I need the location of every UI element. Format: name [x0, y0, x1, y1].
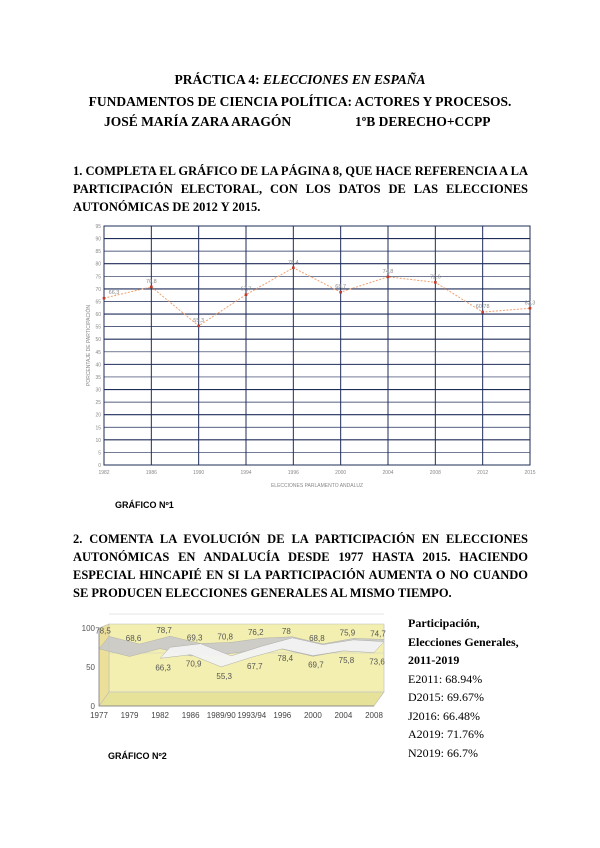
x-tick-label: 1979 [120, 711, 139, 720]
sidebar-item: J2016: 66.48% [408, 708, 480, 723]
y-tick-label: 60 [95, 312, 101, 319]
lower-data-label: 67,7 [246, 662, 263, 672]
upper-data-label: 76,2 [247, 628, 264, 638]
y-tick-label: 25 [95, 400, 101, 407]
x-tick-label: 2004 [334, 711, 353, 720]
course-name: 1ºB DERECHO+CCPP [355, 114, 491, 129]
x-tick-label: 1986 [145, 470, 157, 476]
upper-data-label: 68,6 [125, 634, 142, 644]
data-label: 68,7 [335, 284, 347, 291]
chart-floor [99, 692, 384, 706]
sidebar-title-3: 2011-2019 [408, 653, 460, 667]
subject-title: FUNDAMENTOS DE CIENCIA POLÍTICA: ACTORES Y PROCESOS. [88, 94, 512, 109]
data-label: 60,78 [475, 304, 490, 311]
upper-data-label: 69,3 [186, 633, 203, 643]
lower-data-label: 70,9 [185, 659, 202, 669]
y-tick-label: 10 [95, 437, 101, 444]
upper-data-label: 78,5 [95, 626, 111, 636]
y-tick-label: 90 [95, 236, 101, 243]
data-label: 66,3 [108, 290, 120, 297]
y-tick-label: 5 [98, 450, 101, 457]
upper-data-label: 68,8 [309, 633, 325, 643]
x-tick-label: 1989/90 [206, 711, 236, 720]
lower-data-label: 78,4 [277, 653, 294, 663]
x-tick-label: 2008 [429, 470, 441, 476]
sidebar-item: A2019: 71.76% [408, 727, 484, 741]
x-tick-label: 1982 [151, 711, 170, 720]
x-tick-label: 1982 [98, 470, 110, 476]
data-label: 55,3 [193, 317, 205, 324]
x-tick-label: 1996 [273, 711, 292, 720]
x-tick-label: 1990 [193, 470, 205, 476]
y-tick-label: 65 [95, 299, 101, 306]
y-tick-label: 40 [95, 362, 101, 369]
x-tick-label: 1977 [90, 711, 108, 720]
y-tick-label: 55 [95, 324, 101, 331]
chart-1-caption: GRÁFICO Nº1 [115, 500, 174, 510]
upper-data-label: 74,7 [370, 629, 386, 639]
chart-2-caption: GRÁFICO Nº2 [108, 751, 167, 761]
y-tick-label: 15 [95, 425, 101, 432]
x-tick-label: 1993/94 [237, 711, 267, 720]
y-tick-label: 95 [95, 224, 101, 230]
lower-data-label: 55,3 [216, 671, 233, 681]
y-axis-label: PORCENTAJE DE PARTICIPACIÓN [86, 304, 92, 387]
x-tick-label: 2015 [524, 470, 536, 476]
y-tick-label: 50 [95, 337, 101, 344]
lower-data-label: 73,6 [369, 657, 385, 667]
question-2: 2. COMENTA LA EVOLUCIÓN DE LA PARTICIPACIÓN EN ELECCIONES AUTONÓMICAS EN ANDALUCÍA DESDE 1977 HASTA 2015. HACIENDO ESPECIAL HINCAPIÉ EN SI LA PARTICIPACIÓN AUMENTA O NO CUANDO SE PRODUCEN ELECCIONES GENERALES AL MISMO TIEMPO. [73, 532, 528, 600]
y-tick-label: 85 [95, 249, 101, 256]
x-tick-label: 2000 [303, 711, 322, 720]
general-elections-sidebar [408, 614, 519, 762]
y-tick-label: 0 [98, 463, 101, 469]
x-tick-label: 2004 [382, 470, 394, 476]
x-tick-label: 2008 [365, 711, 383, 720]
question-1: 1. COMPLETA EL GRÁFICO DE LA PÁGINA 8, QUE HACE REFERENCIA A LA PARTICIPACIÓN ELECTORAL, CON LOS DATOS DE LAS ELECCIONES AUTONÓMICAS DE 2012 Y 2015. [73, 164, 528, 214]
x-tick-label: 2000 [335, 470, 347, 476]
sidebar-item: D2015: 69.67% [408, 690, 484, 704]
sidebar-title-1: Participación, [408, 616, 480, 630]
lower-data-label: 66,3 [155, 663, 171, 673]
sidebar-item: E2011: 68.94% [408, 671, 483, 686]
chart-sidewall [99, 624, 109, 706]
x-tick-label: 1986 [181, 711, 200, 720]
x-axis-label: ELECCIONES PARLAMENTO ANDALUZ [270, 483, 364, 489]
y-tick-label: 30 [95, 387, 101, 394]
data-label: 67,7 [240, 286, 252, 293]
data-label: 78,4 [287, 259, 299, 266]
x-tick-label: 1994 [240, 470, 252, 476]
y-tick-label: 20 [95, 412, 101, 419]
practice-title: PRÁCTICA 4: ELECCIONES EN ESPAÑA [174, 72, 426, 87]
data-label: 74,8 [382, 268, 394, 275]
y-tick-label: 50 [86, 663, 95, 672]
y-tick-label: 35 [95, 374, 101, 381]
upper-data-label: 70,8 [217, 632, 234, 642]
x-tick-label: 1996 [287, 470, 299, 476]
y-tick-label: 70 [95, 286, 101, 293]
y-tick-label: 75 [95, 274, 101, 281]
data-label: 62,3 [524, 300, 536, 307]
data-label: 70,8 [145, 278, 157, 285]
upper-data-label: 75,9 [339, 628, 356, 638]
upper-data-label: 78,7 [156, 626, 172, 636]
data-label: 72,6 [429, 274, 441, 281]
y-tick-label: 45 [95, 349, 101, 356]
lower-data-label: 75,8 [338, 655, 355, 665]
lower-data-label: 69,7 [308, 660, 324, 670]
y-tick-label: 100 [81, 624, 95, 633]
sidebar-item: N2019: 66.7% [408, 745, 478, 760]
sidebar-title-2: Elecciones Generales, [408, 634, 519, 649]
x-tick-label: 2012 [477, 470, 489, 476]
y-tick-label: 80 [95, 261, 101, 268]
upper-data-label: 78 [281, 626, 291, 636]
y-tick-label: 0 [90, 702, 95, 711]
author-name: JOSÉ MARÍA ZARA ARAGÓN [104, 114, 292, 129]
